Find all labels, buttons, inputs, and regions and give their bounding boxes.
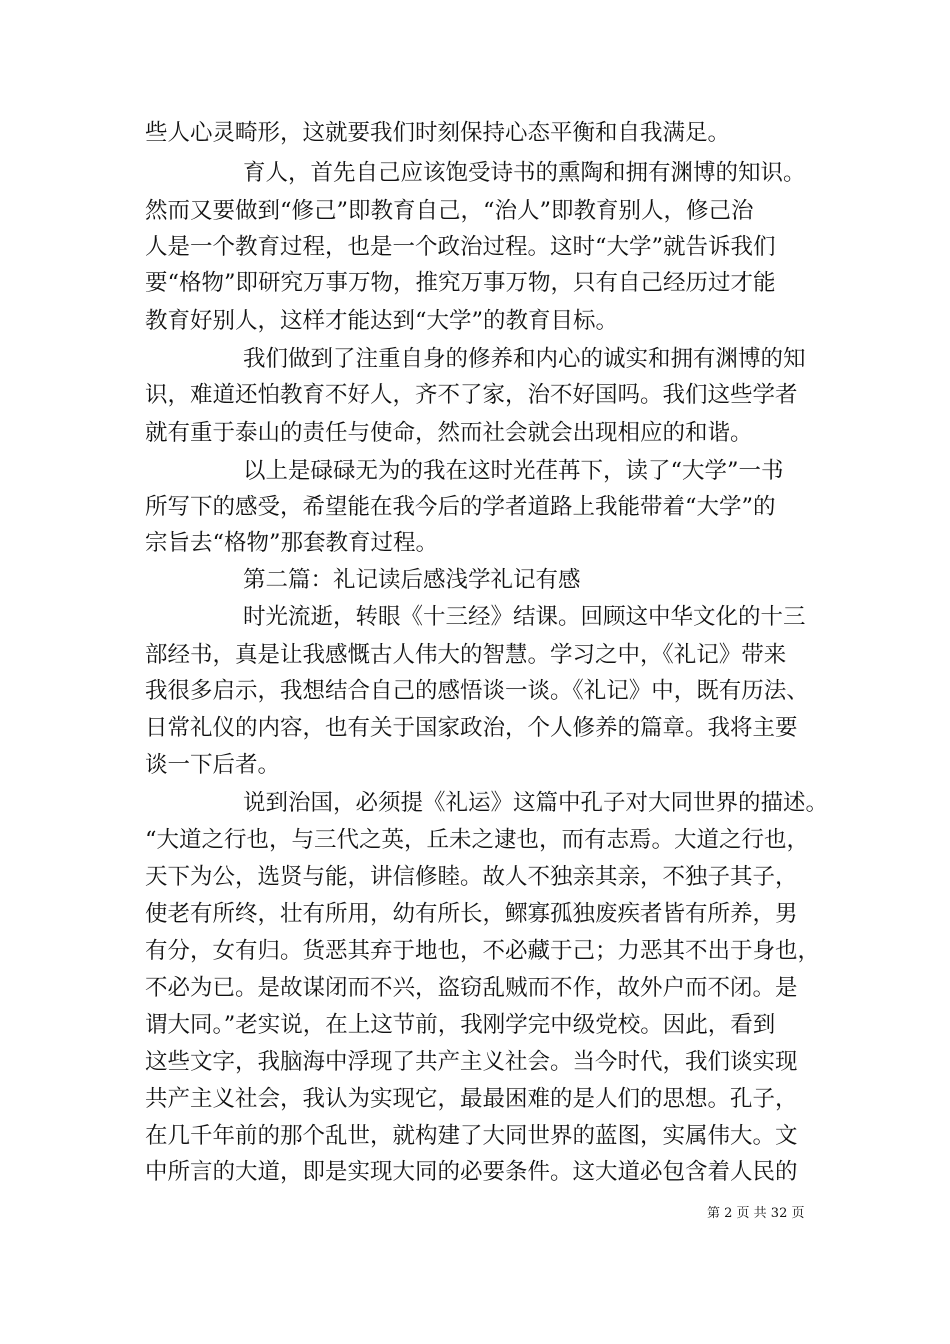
text-line: 中所言的大道，即是实现大同的必要条件。这大道必包含着人民的 [145,1159,798,1185]
text-line: 就有重于泰山的责任与使命，然而社会就会出现相应的和谐。 [145,420,753,446]
text-line: 谈一下后者。 [145,752,281,778]
text-line: 有分，女有归。货恶其弃于地也，不必藏于己；力恶其不出于身也， [145,938,821,964]
text-line: 教育好别人，这样才能达到“大学”的教育目标。 [145,308,619,334]
paragraph-start-line: 说到治国，必须提《礼运》这篇中孔子对大同世界的描述。 [243,790,829,816]
text-line: 些人心灵畸形，这就要我们时刻保持心态平衡和自我满足。 [145,120,731,146]
paragraph-start-line: 育人，首先自己应该饱受诗书的熏陶和拥有渊博的知识。 [243,160,806,186]
text-line: 宗旨去“格物”那套教育过程。 [145,530,439,556]
text-line: 不必为已。是故谋闭而不兴，盗窃乱贼而不作，故外户而不闭。是 [145,975,798,1001]
text-line: 部经书，真是让我感慨古人伟大的智慧。学习之中，《礼记》带来 [145,642,787,668]
paragraph-start-line: 时光流逝，转眼《十三经》结课。回顾这中华文化的十三 [243,604,806,630]
text-line: 所写下的感受，希望能在我今后的学者道路上我能带着“大学”的 [145,494,776,520]
text-line: 要“格物”即研究万事万物，推究万事万物，只有自己经历过才能 [145,270,776,296]
text-line: 人是一个教育过程，也是一个政治过程。这时“大学”就告诉我们 [145,234,776,260]
paragraph-start-line: 我们做到了注重自身的修养和内心的诚实和拥有渊博的知 [243,346,806,372]
text-line: 共产主义社会，我认为实现它，最最困难的是人们的思想。孔子， [145,1086,798,1112]
text-line: 在几千年前的那个乱世，就构建了大同世界的蓝图，实属伟大。文 [145,1123,798,1149]
text-line: 识，难道还怕教育不好人，齐不了家，治不好国吗。我们这些学者 [145,382,798,408]
text-line: 谓大同。”老实说，在上这节前，我刚学完中级党校。因此，看到 [145,1012,776,1038]
section-heading: 第二篇：礼记读后感浅学礼记有感 [243,567,581,593]
text-line: “大道之行也，与三代之英，丘未之逮也，而有志焉。大道之行也， [145,827,810,853]
text-line: 使老有所终，壮有所用，幼有所长，鳏寡孤独废疾者皆有所养，男 [145,901,798,927]
paragraph-start-line: 以上是碌碌无为的我在这时光荏苒下，读了“大学”一书 [243,458,784,484]
page-number-footer: 第 2 页 共 32 页 [707,1206,805,1221]
text-line: 日常礼仪的内容，也有关于国家政治，个人修养的篇章。我将主要 [145,715,798,741]
text-line: 这些文字，我脑海中浮现了共产主义社会。当今时代，我们谈实现 [145,1049,798,1075]
text-line: 然而又要做到“修己”即教育自己，“治人”即教育别人，修己治 [145,198,754,224]
text-line: 我很多启示，我想结合自己的感悟谈一谈。《礼记》中，既有历法、 [145,678,809,704]
text-line: 天下为公，选贤与能，讲信修睦。故人不独亲其亲，不独子其子， [145,864,798,890]
